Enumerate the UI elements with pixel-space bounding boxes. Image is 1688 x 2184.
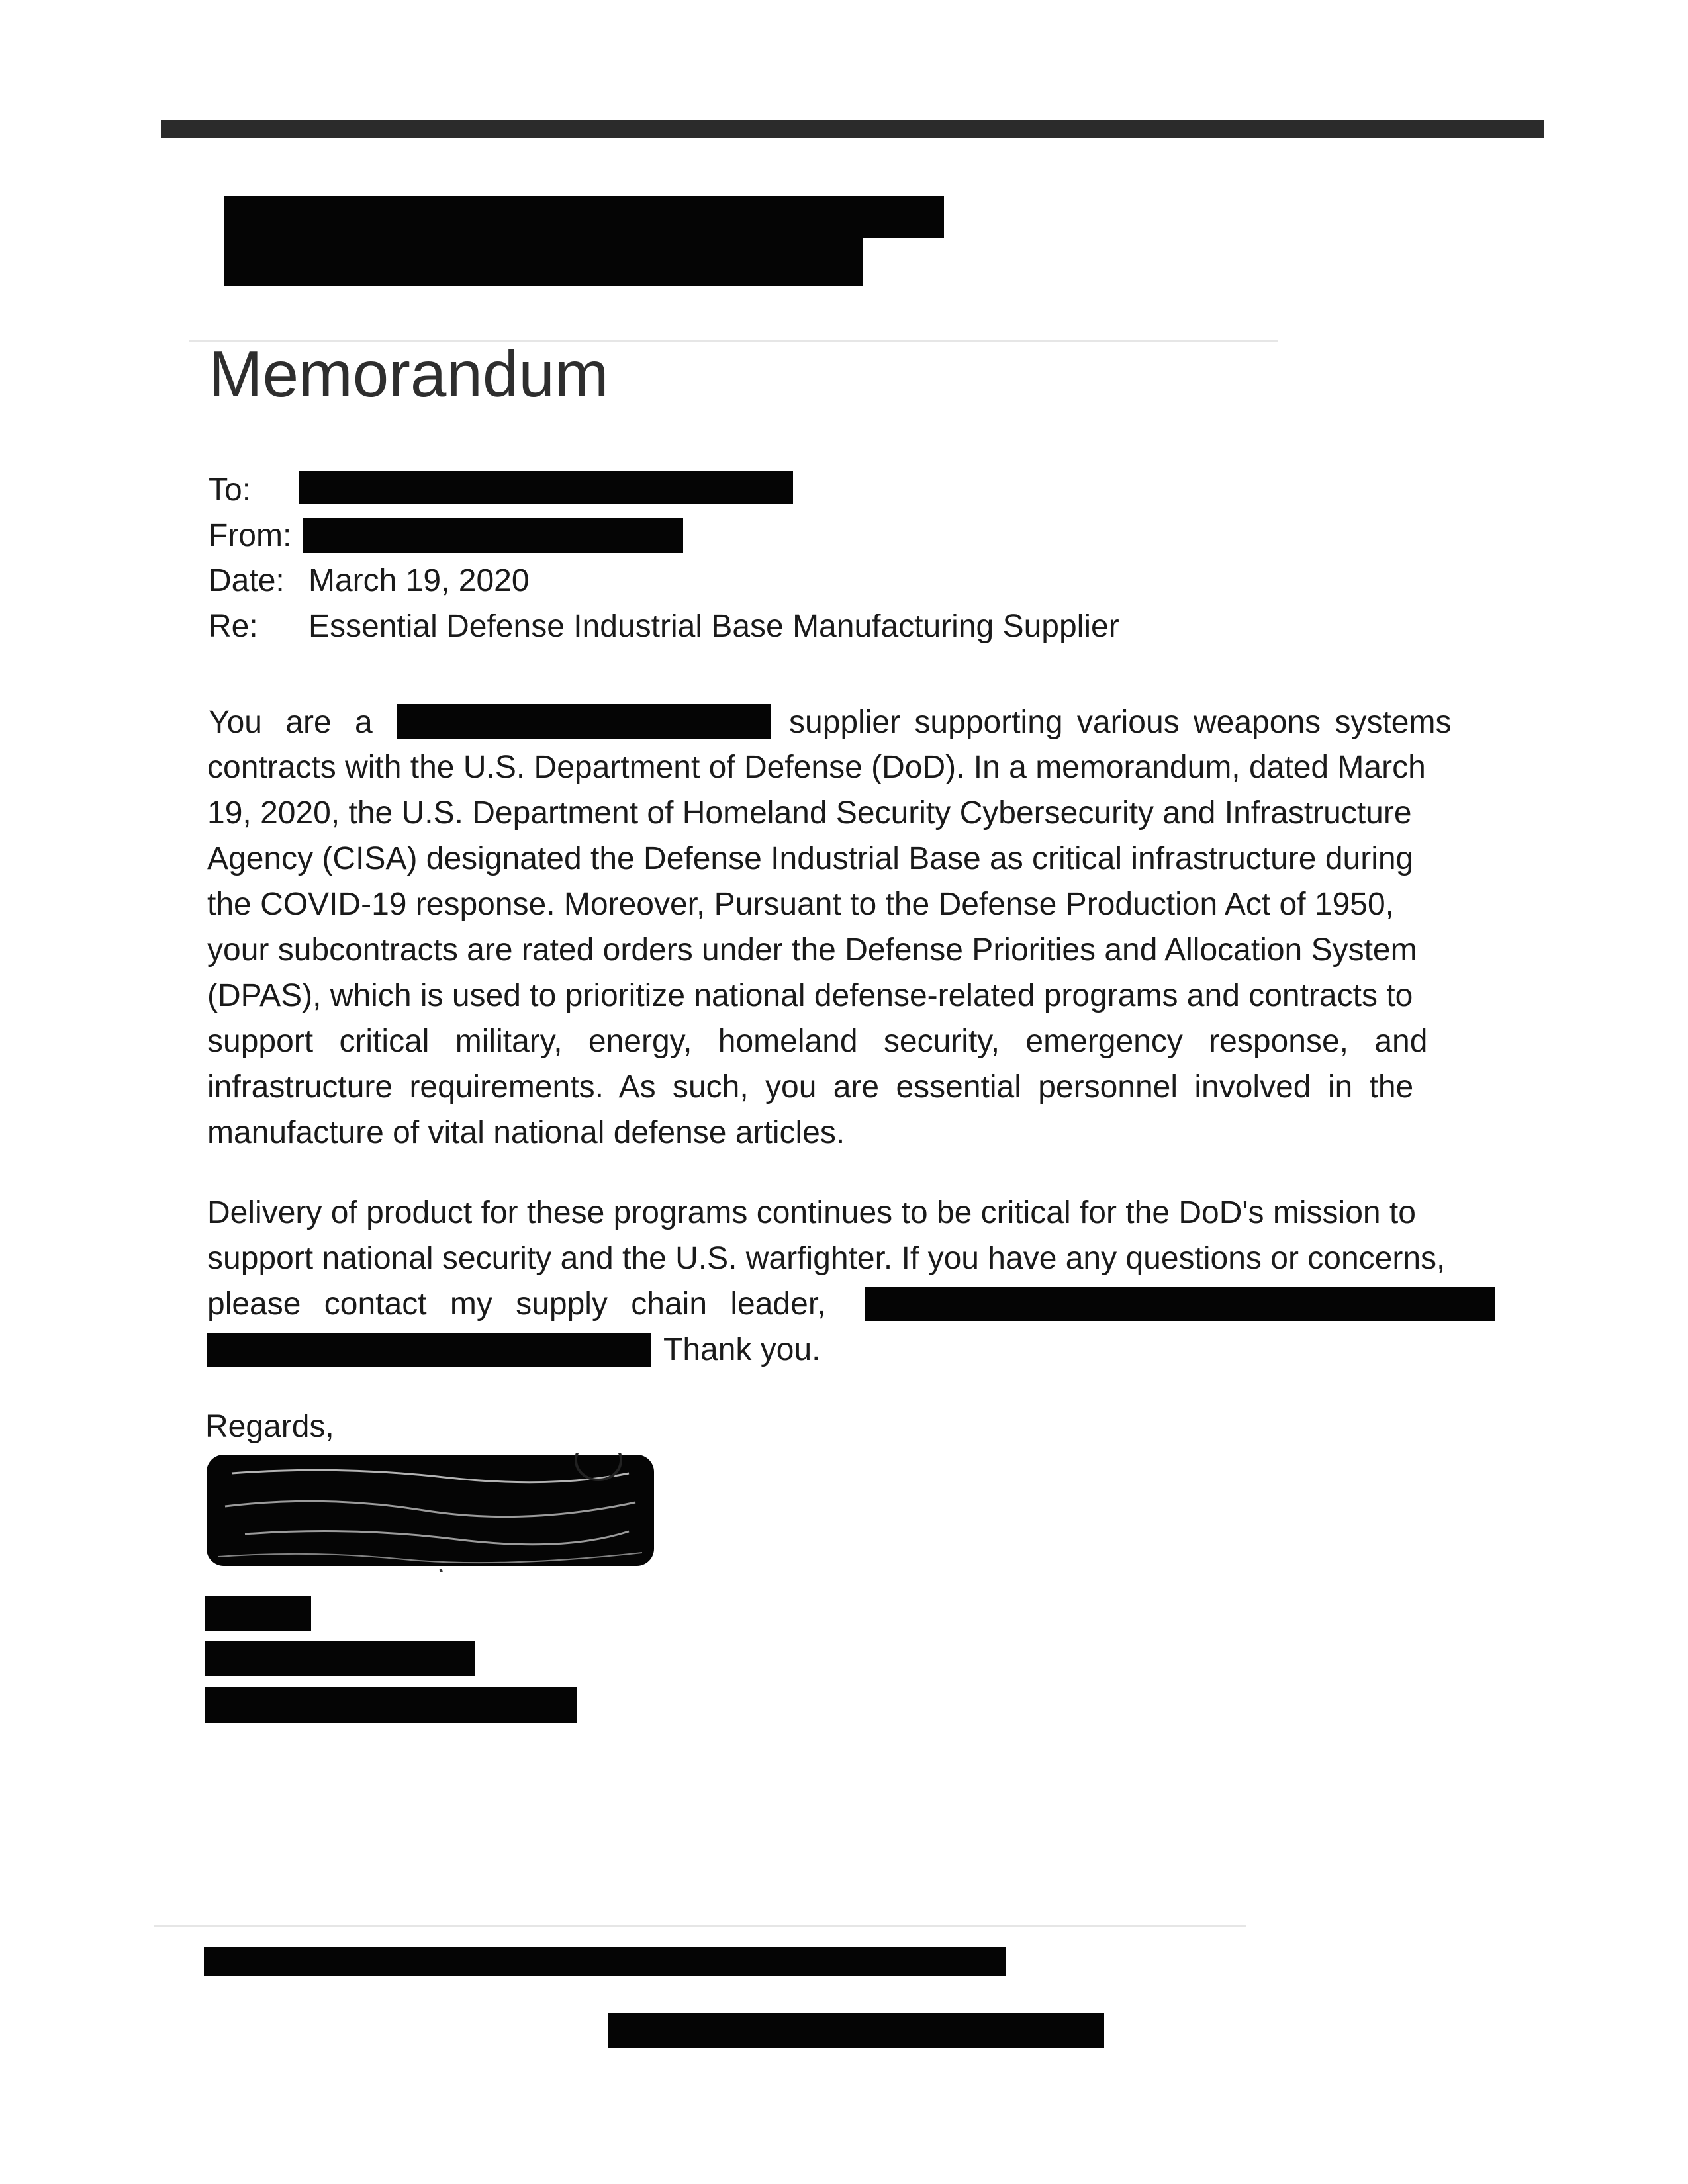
to-label: To: [209,473,252,508]
paragraph1-line10: manufacture of vital national defense articles. [207,1115,845,1150]
paragraph1-line [207,980,1495,1012]
redacted-letterhead [224,232,863,286]
closing-text: Regards, [205,1409,334,1444]
paragraph1-line [207,843,1495,875]
redacted-signer-name [205,1596,311,1631]
paragraph2-line [207,1197,1495,1229]
paragraph1-line5: the COVID-19 response. Moreover, Pursuant to the Defense Production Act of 1950, [207,887,1395,922]
paragraph1-line3: 19, 2020, the U.S. Department of Homeland Security Cybersecurity and Infrastructure [207,796,1412,831]
redacted-to [299,471,793,504]
paragraph2-line1: Delivery of product for these programs continues to be critical for the DoD's mission to [207,1195,1416,1230]
paragraph1-line8: support critical military, energy, homeland security, emergency response, and [207,1024,1428,1059]
redacted-footer-address [204,1947,1006,1976]
paragraph1-line [207,1071,1495,1103]
paragraph1-line [207,1026,1495,1058]
page-title: Memorandum [209,338,609,410]
paragraph1-line [207,934,1495,966]
redacted-supplier-type [397,704,771,739]
paragraph1-line1-start: You are a [209,705,373,740]
redacted-contact-info [207,1333,651,1367]
redacted-signer-org [205,1687,577,1723]
paragraph1-line7: (DPAS), which is used to prioritize national defense-related programs and contracts to [207,978,1413,1013]
paragraph1-line9: infrastructure requirements. As such, you are essential personnel involved in the [207,1069,1414,1105]
re-value: Essential Defense Industrial Base Manufacturing Supplier [308,609,1119,644]
paragraph1-line1-end: supplier supporting various weapons systems [789,705,1452,740]
footer-divider [154,1925,1246,1927]
redacted-footer-contact [608,2013,1104,2048]
date-value: March 19, 2020 [308,563,530,598]
paragraph1-line [207,1117,1495,1149]
date-label: Date: [209,563,285,598]
paragraph1-line4: Agency (CISA) designated the Defense Industrial Base as critical infrastructure during [207,841,1414,876]
paragraph1-line [207,797,1495,829]
paragraph2-line3: please contact my supply chain leader, [207,1287,826,1322]
re-label: Re: [209,609,258,644]
redacted-signature [205,1453,655,1572]
paragraph1-line [207,752,1495,784]
redacted-signer-title [205,1641,475,1676]
paragraph2-line2: support national security and the U.S. warfighter. If you have any questions or concerns, [207,1241,1446,1276]
redacted-from [303,518,683,553]
paragraph1-line [207,889,1495,921]
paragraph1-line2: contracts with the U.S. Department of Defense (DoD). In a memorandum, dated March [207,750,1426,785]
header-rule [161,120,1544,138]
paragraph1-line6: your subcontracts are rated orders under the Defense Priorities and Allocation System [207,933,1417,968]
from-label: From: [209,518,292,553]
redacted-supply-chain-leader [865,1287,1495,1321]
paragraph2-line4-end: Thank you. [663,1332,821,1367]
paragraph2-line [207,1243,1495,1275]
